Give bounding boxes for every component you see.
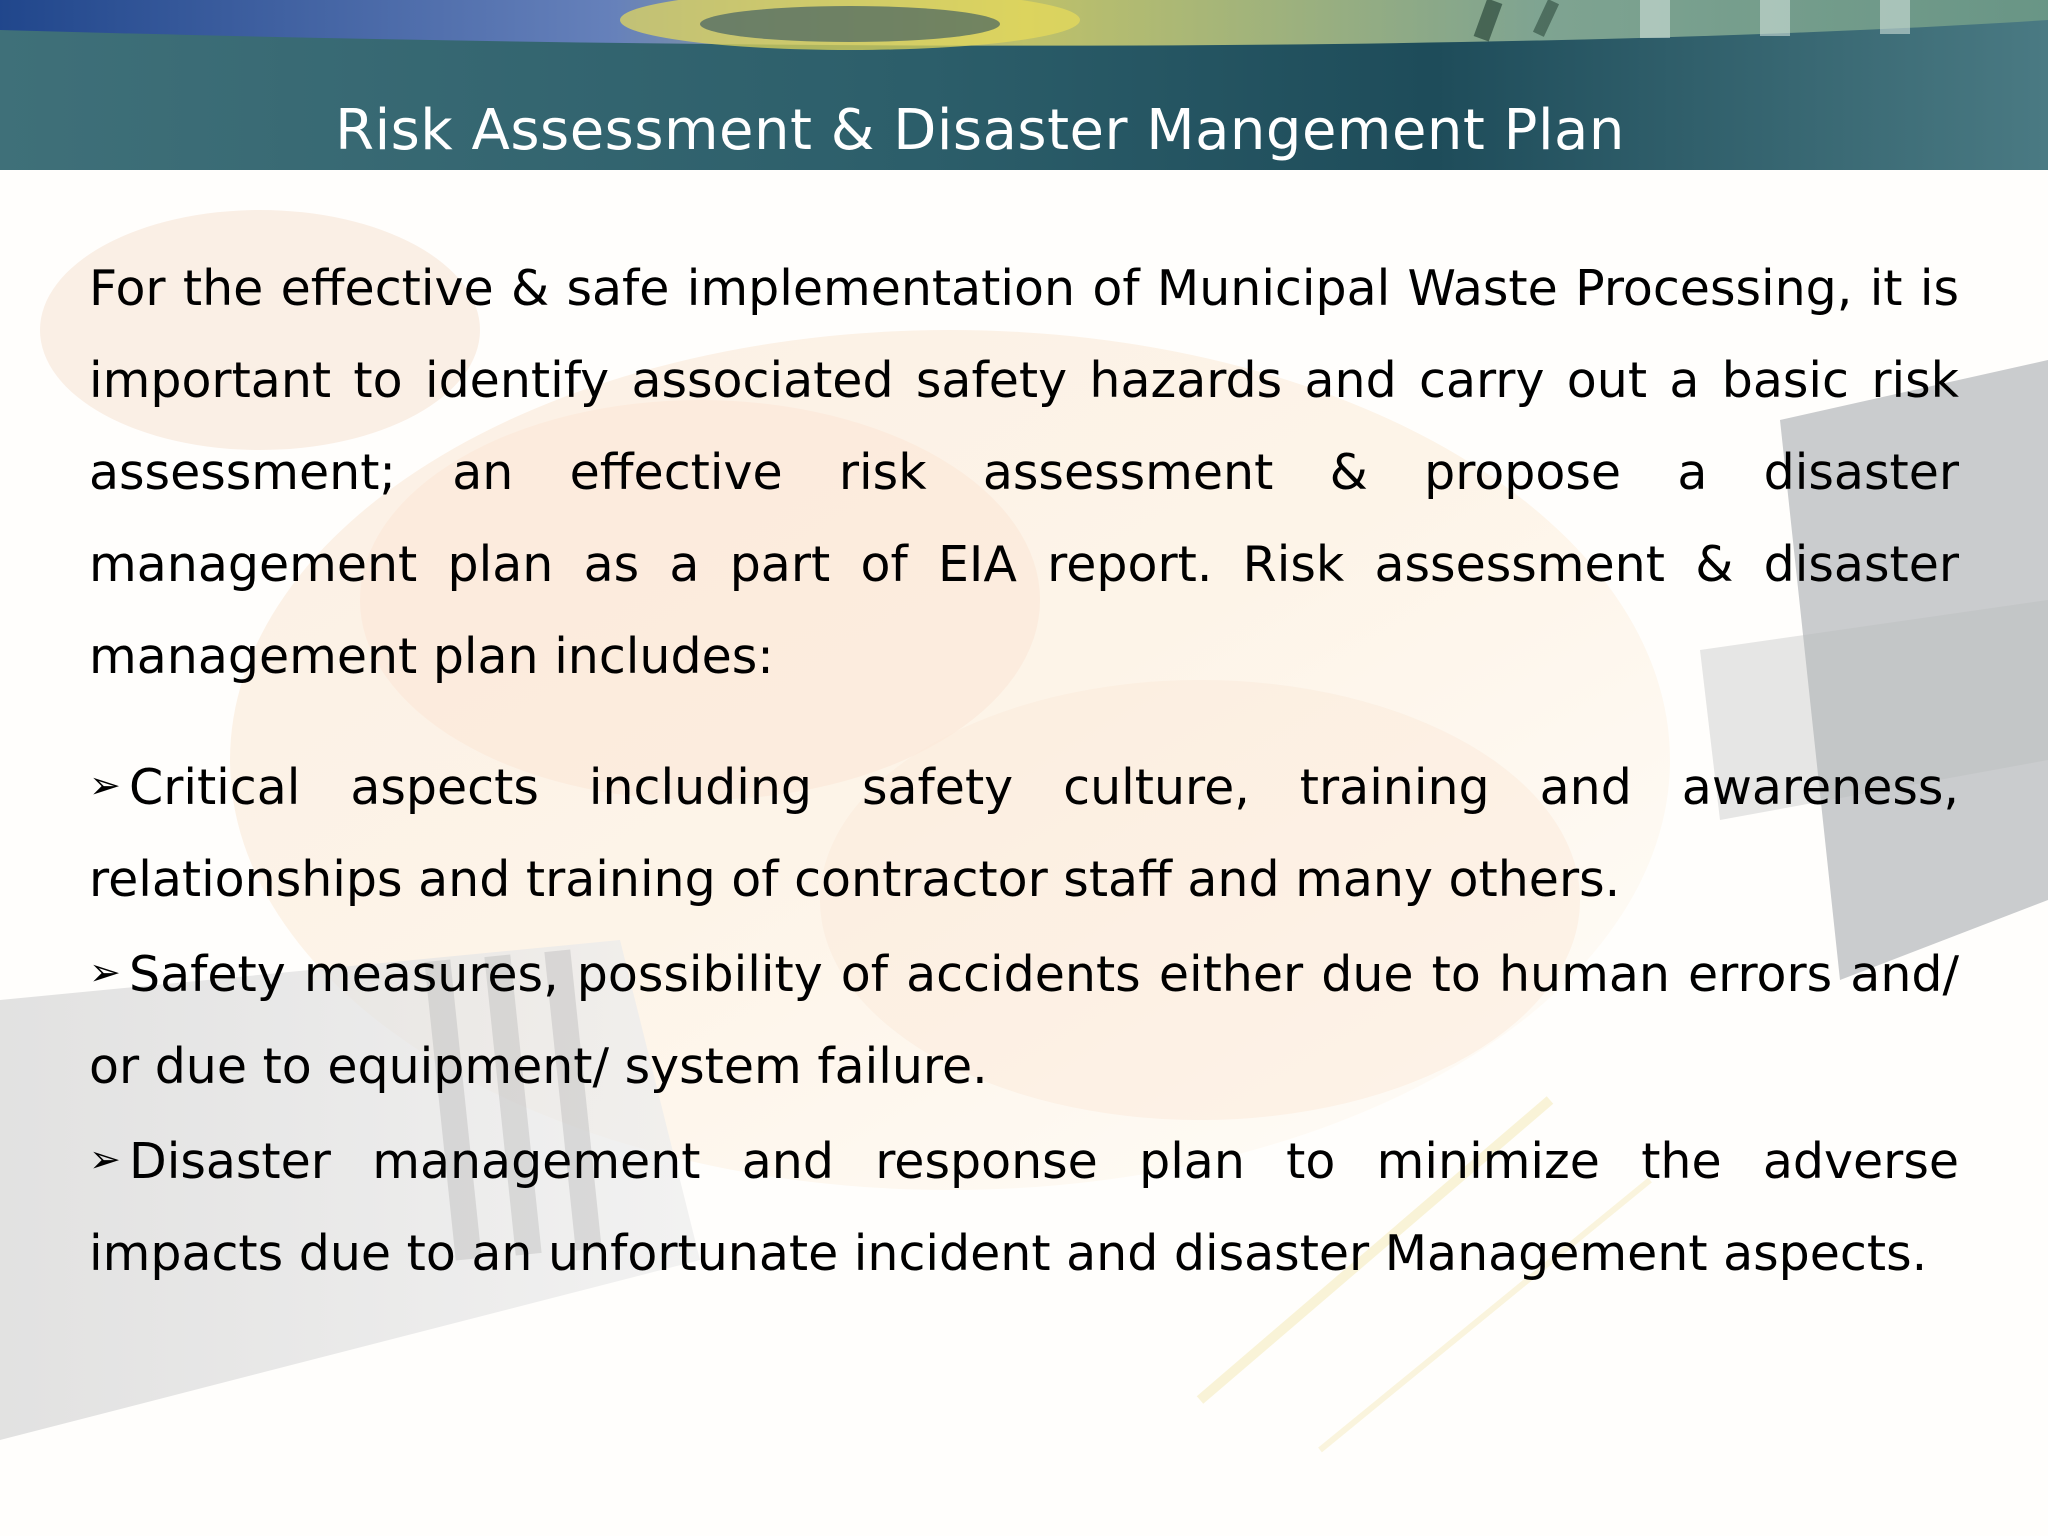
arrowhead-bullet-icon: ➢ (89, 763, 121, 807)
list-item (89, 739, 1959, 926)
intro-paragraph: For the effective & safe implementation of Municipal Waste Processing, it is important to identify associated safety hazards and carry out a basic risk assessment; an effective risk assessment & propose a disaster management plan as a part of EIA report. Risk assessment & disaster management plan includes: (89, 260, 1959, 685)
list-item (89, 926, 1959, 1113)
slide-body (89, 243, 1959, 1300)
bullet-text: Disaster management and response plan to minimize the adverse impacts due to an unfortunate incident and disaster Management aspects. (89, 1133, 1959, 1282)
bullet-text: Critical aspects including safety culture, training and awareness, relationships and training of contractor staff and many others. (89, 759, 1959, 908)
arrowhead-bullet-icon: ➢ (89, 1137, 121, 1181)
list-item (89, 1113, 1959, 1300)
arrowhead-bullet-icon: ➢ (89, 950, 121, 994)
slide-title: Risk Assessment & Disaster Mangement Plan (335, 98, 1625, 163)
bullet-text: Safety measures, possibility of accidents either due to human errors and/ or due to equipment/ system failure. (89, 946, 1959, 1095)
bullet-list (89, 739, 1959, 1300)
